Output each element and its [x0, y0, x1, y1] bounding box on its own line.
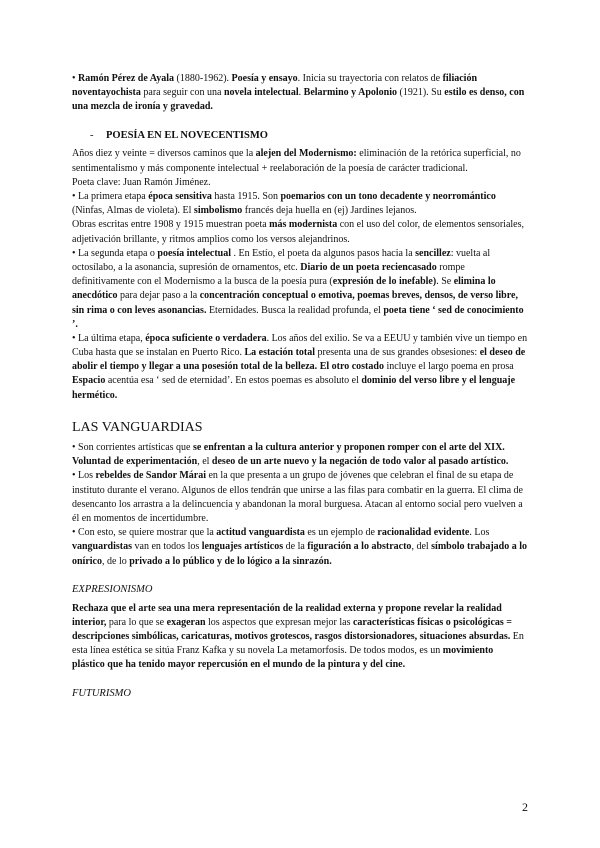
bold-text: elimina lo anecdótico [72, 276, 496, 302]
text-run: . En Estío, el poeta da algunos pasos hacia la [231, 247, 416, 259]
bold-text: símbolo trabajado a lo onírico [72, 541, 527, 567]
text-run: (1921). Su [397, 87, 445, 99]
text-run: . Inicia su trayectoria con relatos de [297, 73, 443, 84]
bold-text: lenguajes artísticos [201, 541, 284, 553]
paragraph-vang-2 [72, 469, 528, 526]
bold-text: movimiento plástico que ha tenido mayor repercusión en el mundo de la pintura y del cine. [72, 645, 494, 671]
text-run: (Ninfas, Almas de violeta). El [72, 205, 194, 217]
bold-text: novela intelectual [223, 87, 299, 99]
bold-text: sencillez [415, 247, 451, 259]
text-run: hasta 1915. Son [211, 191, 281, 203]
text-run: , del [411, 541, 432, 553]
page-content [72, 72, 528, 701]
text-run: Años diez y veinte = diversos caminos que la [72, 148, 256, 160]
bold-text: Belarmino y Apolonio [303, 87, 398, 99]
paragraph-etapa-1 [72, 190, 528, 218]
text-run: , de lo [102, 555, 130, 567]
bold-text: privado a lo público y de lo lógico a la sinrazón. [129, 555, 332, 567]
text-run: van en todos los [132, 541, 202, 553]
bold-text: poesía intelectual [157, 247, 232, 259]
text-run: incluye el largo poema en prosa [383, 361, 514, 373]
bold-text: simbolismo [193, 205, 243, 217]
bold-text: se enfrentan a la cultura anterior y proponen romper con el arte del XIX. Voluntad de experimentación [72, 442, 505, 468]
paragraph-etapa-3 [72, 332, 528, 403]
bold-text: vanguardistas [72, 541, 133, 553]
bold-text: actitud vanguardista [216, 527, 305, 539]
bold-text: filiación noventayochista [72, 73, 478, 99]
text-run: En esta línea estética se sitúa Franz Kafka y su novela La metamorfosis. De todos modos, es un [72, 631, 524, 657]
text-run: • [72, 73, 79, 84]
bold-text: exageran [166, 616, 206, 628]
text-run: de la [283, 541, 308, 553]
paragraph-vang-1 [72, 441, 528, 469]
text-run: . Se [436, 276, 454, 288]
bold-text: dominio del verso libre y el lenguaje hermético. [72, 375, 516, 401]
text-run: • La segunda etapa o [72, 247, 158, 259]
bold-text: expresión de lo inefable) [332, 276, 437, 288]
heading-vanguardias: LAS VANGUARDIAS [72, 419, 203, 435]
bold-text: Diario de un poeta reciencasado [300, 261, 437, 273]
bold-text: el deseo de abolir el tiempo y llegar a una posesión total de la belleza. [72, 347, 526, 373]
text-run: rompe definitivamente con el Modernismo a la busca de la poesía pura ( [72, 261, 465, 288]
bold-text: El otro costado [319, 361, 384, 373]
bold-text: concentración conceptual o emotiva, poemas breves, densos, de verso libre, sin rima o con leves asonancias. [72, 290, 518, 316]
text-run: eliminación de la retórica superficial, no sentimentalismo y más componente intelectual + reelaboración de la poesía de carácter tradicional. [72, 148, 521, 174]
text-run: : vuelta al octosílabo, a la asonancia, supresión de ornamentos, etc. [72, 247, 491, 273]
text-run: acentúa esa ‘ sed de eternidad’. En estos poemas es absoluto el [105, 375, 362, 387]
text-run: para dejar paso a la [117, 290, 200, 302]
text-run: para seguir con una [140, 87, 224, 99]
paragraph-ayala [72, 72, 528, 115]
paragraph-obras-1908 [72, 218, 528, 246]
text-run: con el uso del color, de elementos sensoriales, adjetivación brillante, y ritmos amplios como los versos alejandrinos. [72, 219, 525, 245]
paragraph-novec-intro [72, 147, 528, 175]
text-run: , el [197, 456, 212, 468]
heading-futurismo: FUTURISMO [72, 687, 131, 699]
text-run: . [298, 87, 304, 99]
text-run: Poeta clave: Juan Ramón Jiménez. [72, 176, 211, 188]
bold-text: La estación total [244, 347, 316, 359]
heading-dash: - [90, 129, 94, 141]
text-run: . Los años del exilio. Se va a EEUU y también vive un tiempo en Cuba hasta que se instalan en Puerto Rico. [72, 332, 528, 359]
text-run: para lo que se [106, 616, 167, 628]
page-number: 2 [522, 800, 528, 814]
bold-text: racionalidad evidente [377, 527, 470, 539]
text-run: es un ejemplo de [304, 527, 378, 539]
text-run: • La última etapa, [72, 332, 146, 344]
bold-text: características físicas o psicológicas = descripciones simbólicas, caricaturas, motivos grotescos, rasgos distorsionadores, situaciones absurdas. [72, 616, 512, 642]
bold-text: poeta tiene ‘ sed de conocimiento ’. [72, 304, 524, 330]
text-run: • Con esto, se quiere mostrar que la [72, 527, 217, 539]
bold-text: poemarios con un tono decadente y neorromántico [280, 191, 496, 203]
paragraph-etapa-2 [72, 247, 528, 332]
text-run: presenta una de sus grandes obsesiones: [315, 347, 480, 359]
bold-text: Ramón Pérez de Ayala [78, 73, 175, 84]
bold-text: Espacio [72, 375, 106, 387]
heading-expresionismo: EXPRESIONISMO [72, 583, 153, 595]
text-run: los aspectos que expresan mejor las [205, 616, 353, 628]
bold-text: estilo es denso, con una mezcla de ironía y gravedad. [72, 87, 525, 113]
paragraph-expresionismo [72, 602, 528, 673]
text-run: (1880-1962). [174, 73, 232, 84]
bold-text: más modernista [269, 219, 338, 231]
bold-text: deseo de un arte nuevo y la negación de todo valor al pasado artístico. [211, 456, 509, 468]
bold-text: rebeldes de Sandor Márai [95, 470, 206, 482]
bold-text: época sensitiva [148, 191, 212, 203]
text-run: . Los [469, 527, 490, 539]
text-run: en la que presenta a un grupo de jóvenes que celebran el final de su etapa de instituto durante el verano. Algunos de ellos tendrán que unirse a las filas para combatir en la guerra. El clima de desencanto los arrastra a la delincuencia y abandonan la moral burguesa. Atacan al entorno social pero vuelven a él en momentos de incertidumbre. [72, 470, 523, 524]
bold-text: figuración a lo abstracto [307, 541, 412, 553]
text-run: • La primera etapa [72, 191, 149, 203]
bold-text: época suficiente o verdadera [145, 332, 267, 344]
paragraph-poeta-clave [72, 176, 528, 190]
text-run: Obras escritas entre 1908 y 1915 muestran poeta [72, 219, 270, 231]
bold-text: Rechaza que el arte sea una mera representación de la realidad externa y propone revelar la realidad interior, [72, 602, 502, 628]
section-heading-novecentismo [72, 129, 528, 144]
paragraph-vang-3 [72, 526, 528, 569]
text-run: • Son corrientes artísticas que [72, 442, 193, 454]
text-run: Eternidades. Busca la realidad profunda, el [206, 304, 384, 316]
bold-text: alejen del Modernismo: [255, 148, 357, 160]
bold-text: Poesía y ensayo [231, 73, 298, 84]
heading-text: POESÍA EN EL NOVECENTISMO [106, 129, 268, 141]
text-run: • Los [72, 470, 96, 482]
text-run: francés deja huella en (ej) Jardines lejanos. [242, 205, 417, 217]
